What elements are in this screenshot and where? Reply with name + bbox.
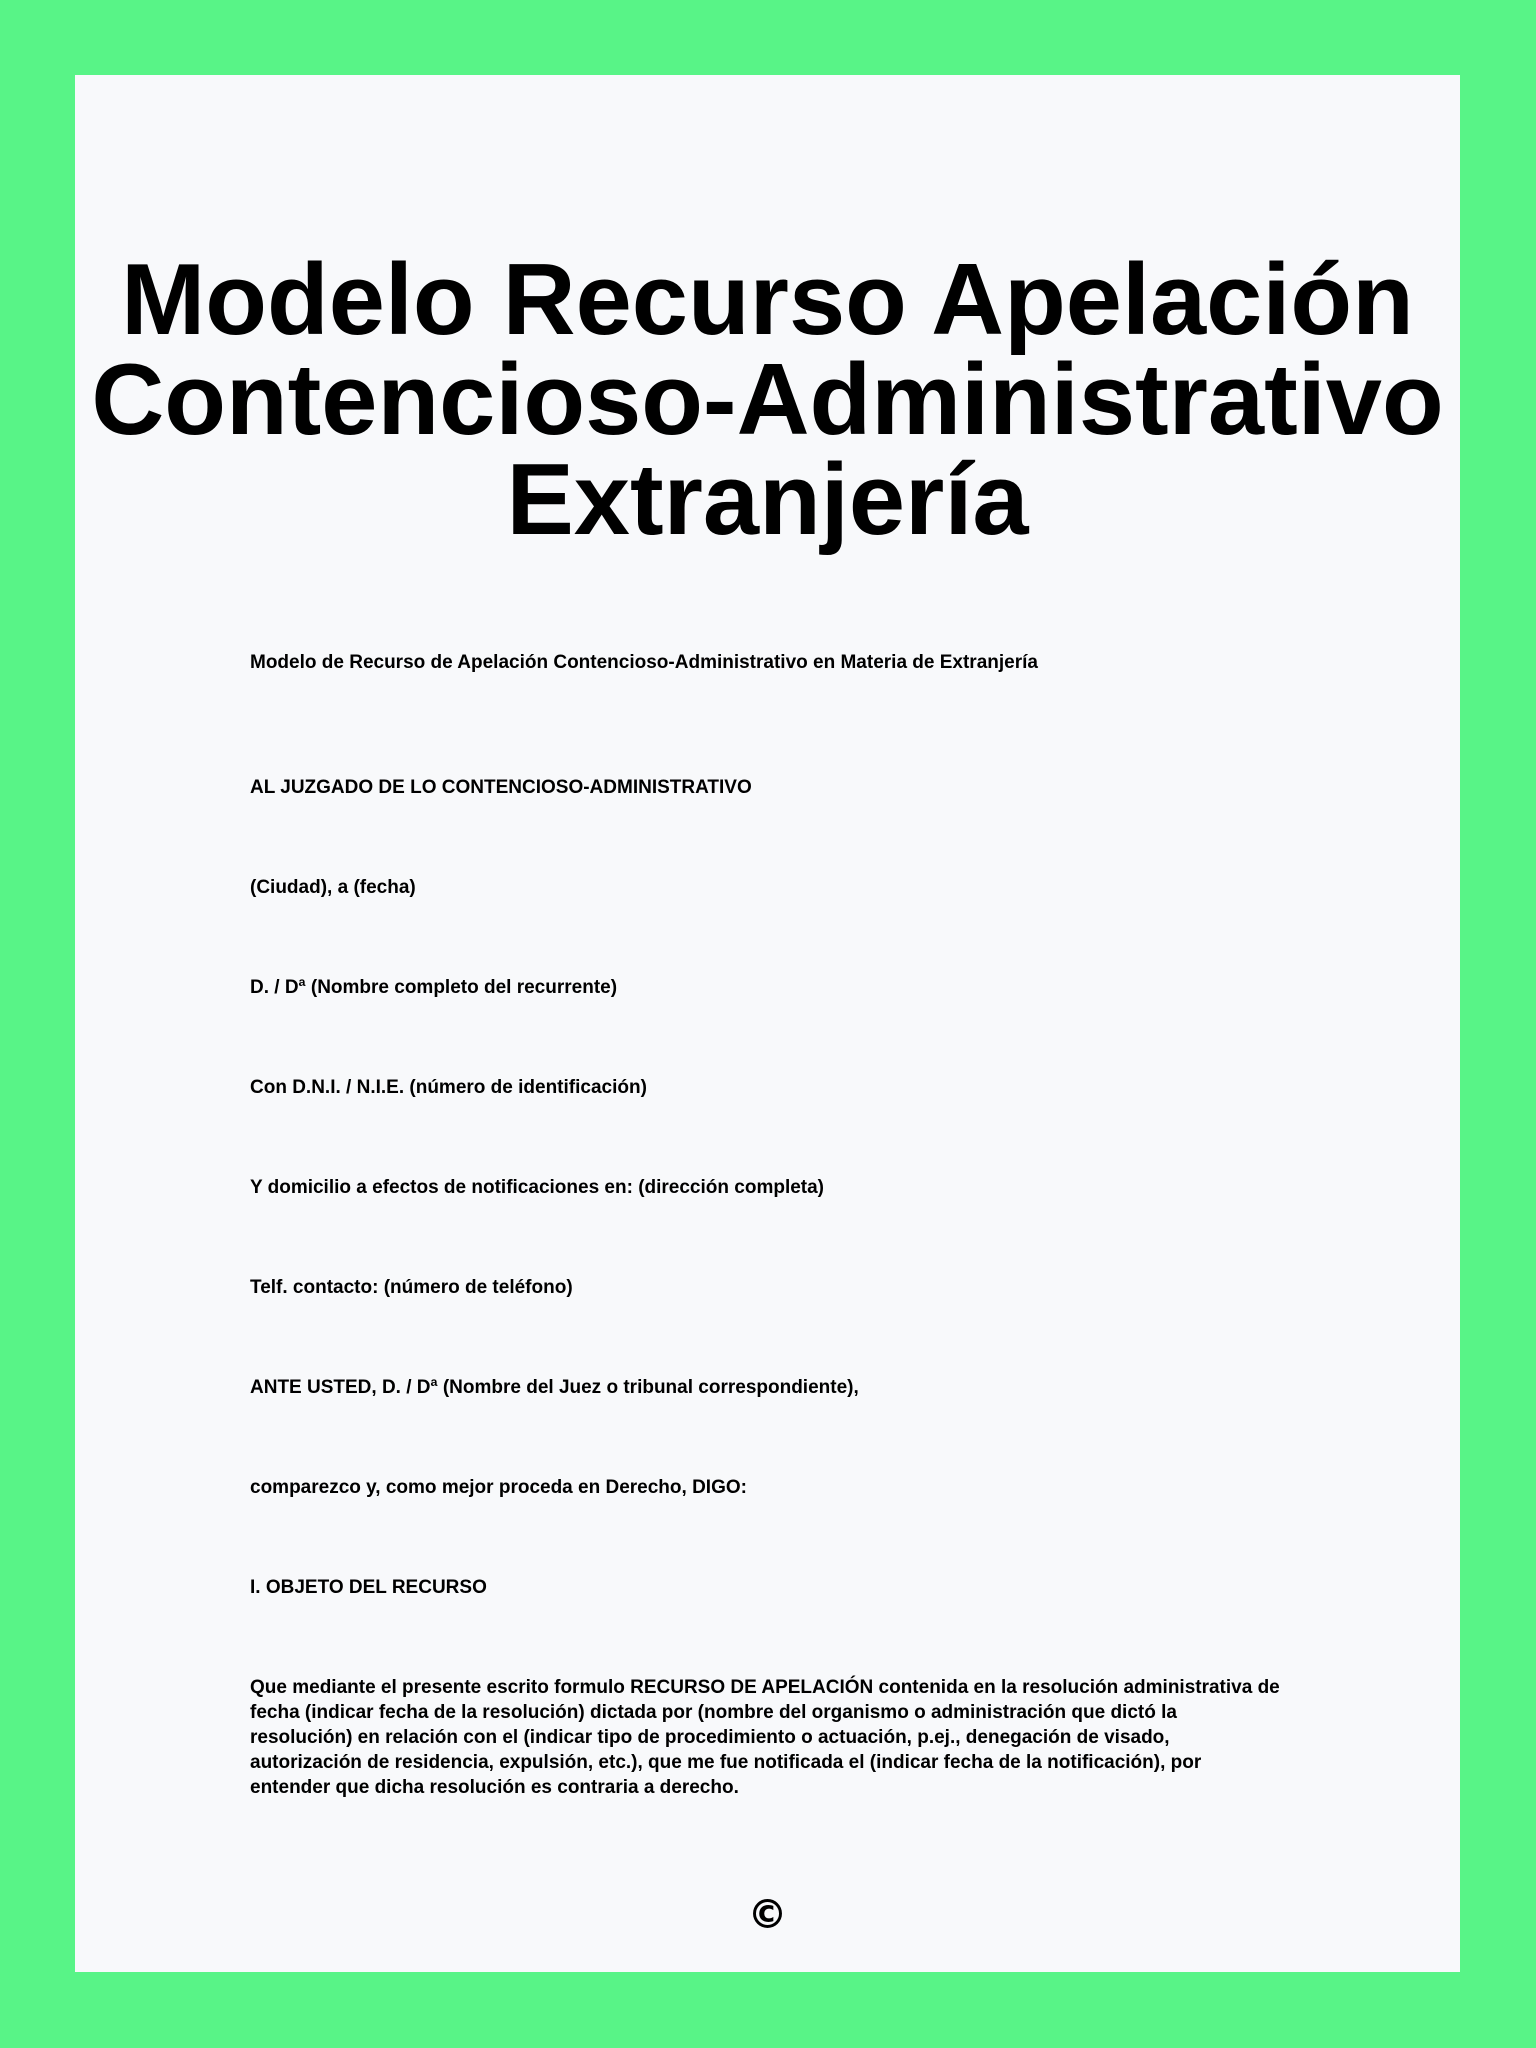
copyright-icon: © <box>747 1892 788 1938</box>
appellant-name-line: D. / Dª (Nombre completo del recurrente) <box>250 977 618 998</box>
identification-line: Con D.N.I. / N.I.E. (número de identificación) <box>250 1077 647 1098</box>
section-heading: I. OBJETO DEL RECURSO <box>250 1577 487 1598</box>
place-date-line: (Ciudad), a (fecha) <box>250 877 416 898</box>
address-line: Y domicilio a efectos de notificaciones en: (dirección completa) <box>250 1177 825 1198</box>
court-heading: AL JUZGADO DE LO CONTENCIOSO-ADMINISTRATIVO <box>250 777 752 798</box>
objective-paragraph: Que mediante el presente escrito formulo RECURSO DE APELACIÓN contenida en la resolución administrativa de fecha (indicar fecha de la resolución) dictada por (nombre del organismo o administración que dictó la resolución) en relación con el (indicar tipo de procedimiento o actuación, p.ej., denegación de visado, autorización de residencia, expulsión, etc.), que me fue notificada el (indicar fecha de la notificación), por entender que dicha resolución es contraria a derecho. <box>250 1677 1280 1798</box>
title-line-1: Modelo Recurso Apelación <box>121 244 1414 356</box>
document-title <box>75 244 1460 556</box>
judge-address-line: ANTE USTED, D. / Dª (Nombre del Juez o tribunal correspondiente), <box>250 1377 859 1398</box>
title-line-2: Contencioso-Administrativo <box>91 344 1444 456</box>
document-page <box>75 75 1460 1972</box>
title-line-3: Extranjería <box>506 444 1029 556</box>
statement-line: comparezco y, como mejor proceda en Derecho, DIGO: <box>250 1477 747 1498</box>
phone-line: Telf. contacto: (número de teléfono) <box>250 1277 573 1298</box>
document-subtitle: Modelo de Recurso de Apelación Contencioso-Administrativo en Materia de Extranjería <box>250 652 1038 673</box>
